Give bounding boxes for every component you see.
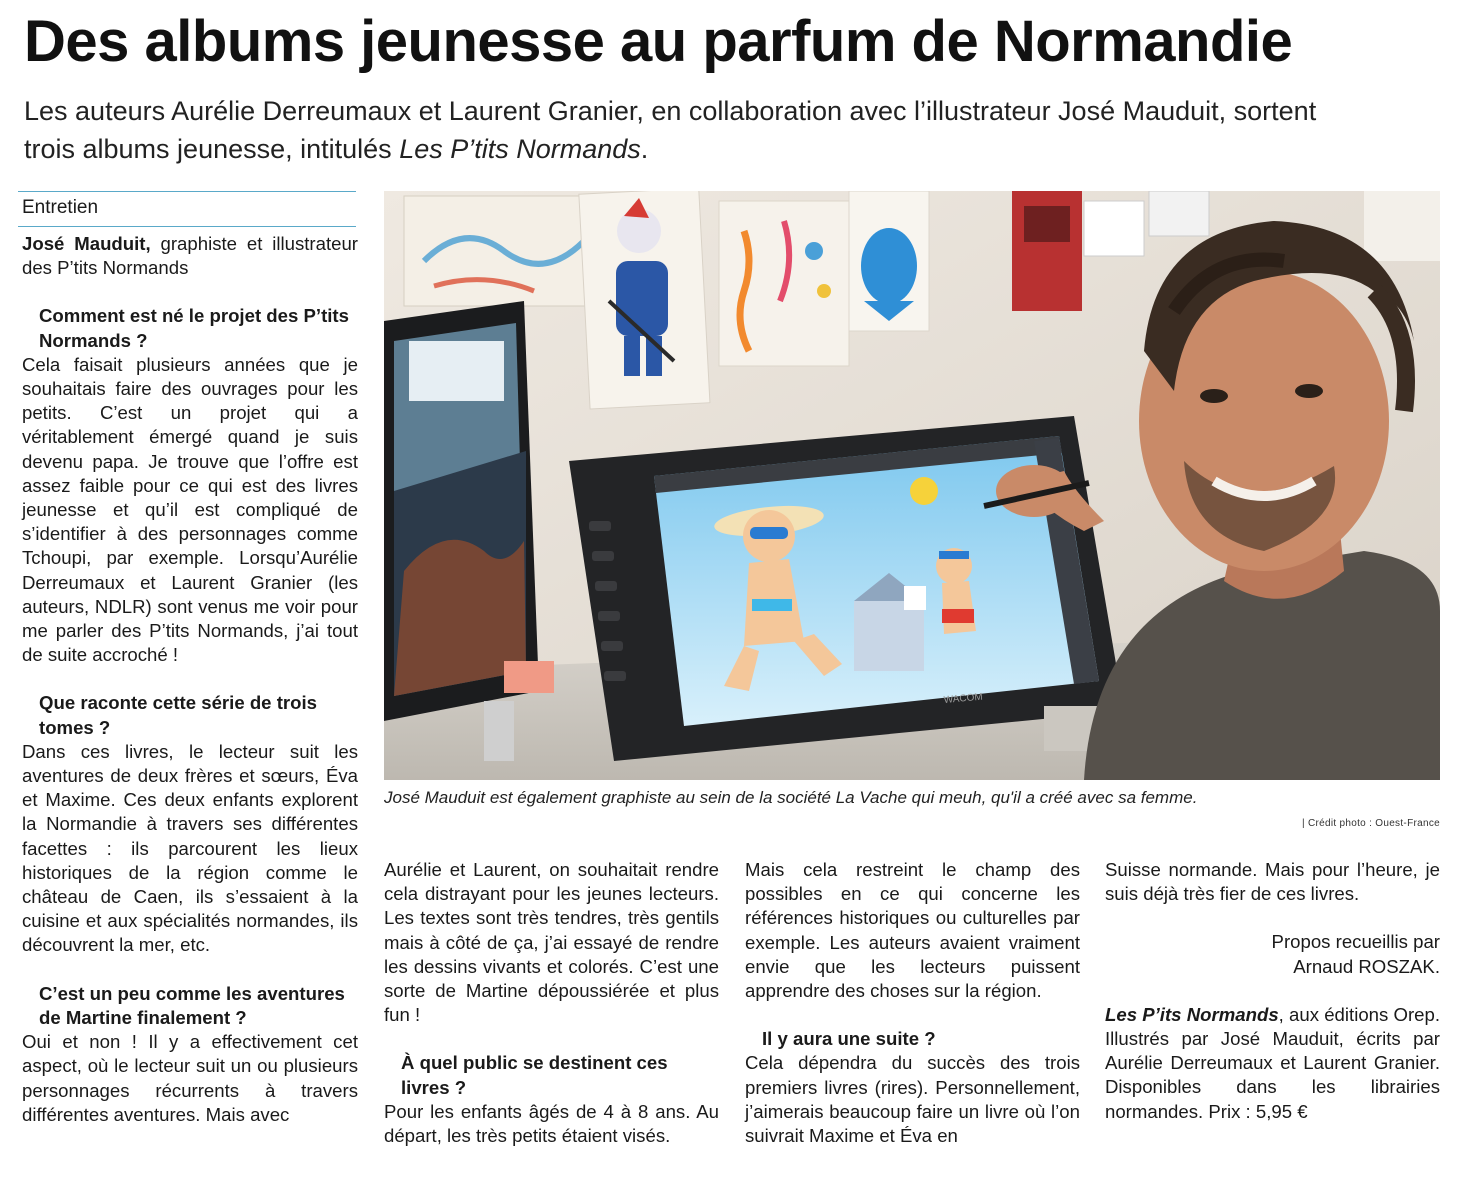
standfirst: [24, 92, 1324, 168]
tablet-brand-label: WACOM: [943, 691, 984, 706]
article-photo: [384, 191, 1440, 780]
section-rule-bottom: [18, 226, 356, 227]
photo-credit: | Crédit photo : Ouest-France: [1301, 818, 1440, 829]
answer-4: Pour les enfants âgés de 4 à 8 ans. Au départ, les très petits étaient visés.: [384, 1100, 719, 1147]
answer-1: Cela faisait plusieurs années que je souhaitais faire des ouvrages pour les petits. C’est un projet qui a véritablement émergé quand je suis devenu papa. Je trouve que l’offre est assez faible pour ce qui est des livres jeunesse et qu’il est compliqué de s’identifier à des personnages comme Tchoupi, par exemple. Lorsqu’Aurélie Derreumaux et Laurent Granier (les auteurs, NDLR) sont venus me voir pour me parler des P’tits Normands, j’ai tout de suite accroché !: [22, 353, 358, 666]
book-info-title: Les P’its Normands: [1105, 1003, 1279, 1025]
column-2: [384, 858, 719, 1148]
answer-5: Cela dépendra du succès des trois premiers livres (rires). Personnellement, j’aimerais beaucoup faire un livre où l’on suivrait Maxime et Éva en: [745, 1052, 1080, 1147]
answer-2: Dans ces livres, le lecteur suit les aventures de deux frères et sœurs, Éva et Maxime. Ces deux enfants explorent la Normandie à travers ses différentes facettes : ils parcourent les lieux historiques de la région comme le château de Caen, ils s’essaient à la cuisine et aux spécialités normandes, ils découvrent la mer, etc.: [22, 740, 358, 956]
question-4: À quel public se destinent ces livres ?: [401, 1052, 668, 1098]
answer-3: Oui et non ! Il y a effectivement cet aspect, où le lecteur suit un ou plusieurs personnages récurrents à travers différentes aventures. Mais avec: [22, 1031, 358, 1125]
answer-5-continued: Suisse normande. Mais pour l’heure, je suis déjà très fier de ces livres.: [1105, 859, 1440, 905]
headline: Des albums jeunesse au parfum de Normandie: [24, 9, 1293, 74]
interviewee-name: José Mauduit,: [22, 233, 151, 254]
interviewee-role: graphiste et illustrateur des P’tits Normands: [22, 233, 358, 279]
standfirst-book-title: Les P’tits Normands: [399, 134, 641, 164]
question-1: Comment est né le projet des P’tits Normands ?: [39, 305, 349, 351]
question-3: C’est un peu comme les aventures de Martine finalement ?: [39, 982, 345, 1028]
question-2: Que raconte cette série de trois tomes ?: [39, 692, 317, 738]
interviewee-line: [22, 232, 358, 280]
signature-line-2: Arnaud ROSZAK.: [1293, 955, 1440, 977]
photo-caption: José Mauduit est également graphiste au sein de la société La Vache qui meuh, qu'il a créé avec sa femme.: [384, 788, 1198, 807]
question-5: Il y aura une suite ?: [762, 1028, 936, 1050]
standfirst-end: .: [640, 134, 649, 164]
column-4: [1105, 858, 1440, 1124]
answer-4-continued: Mais cela restreint le champ des possibles en ce qui concerne les références historiques ou culturelles par exemple. Les auteurs avaient vraiment envie que les lecteurs puissent apprendre des choses sur la région.: [745, 859, 1080, 1002]
section-label: Entretien: [22, 197, 99, 218]
book-info: [1105, 1003, 1440, 1124]
photo-illustration: [384, 191, 1440, 780]
column-3: [745, 858, 1080, 1148]
column-1: [22, 232, 358, 1127]
standfirst-text: Les auteurs Aurélie Derreumaux et Laurent Granier, en collaboration avec l’illustrateur José Mauduit, sortent trois albums jeunesse, intitulés: [24, 96, 1317, 164]
signature-line-1: Propos recueillis par: [1271, 931, 1440, 953]
answer-3-continued: Aurélie et Laurent, on souhaitait rendre cela distrayant pour les jeunes lecteurs. Les textes sont très tendres, très gentils mais à côté de ça, j’ai essayé de rendre les dessins vivants et colorés. C’est une sorte de Martine dépoussiérée et plus fun !: [384, 859, 719, 1026]
book-info-text: , aux éditions Orep. Illustrés par José Mauduit, écrits par Aurélie Derreumaux et Laurent Granier. Disponibles dans les librairies normandes. Prix : 5,95 €: [1105, 1003, 1441, 1122]
section-rule-top: [18, 191, 356, 192]
